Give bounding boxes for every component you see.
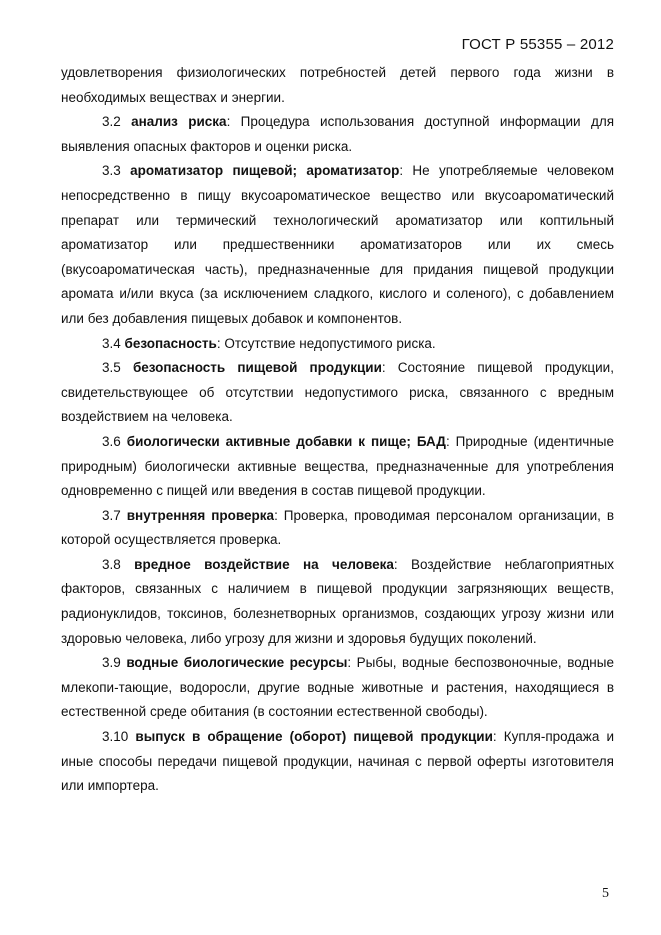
definitions-list (61, 110, 614, 799)
document-body (61, 61, 614, 799)
page-number: 5 (602, 886, 609, 901)
definition-text: : Отсутствие недопустимого риска. (216, 335, 436, 351)
clause-number: 3.4 (102, 335, 121, 351)
definition-paragraph (61, 504, 614, 553)
definition-text: : Процедура использования доступной информации для выявления опасных факторов и оценки риска. (61, 114, 615, 154)
clause-number: 3.2 (102, 114, 121, 130)
definition-text: : Проверка, проводимая персоналом организации, в которой осуществляется проверка. (61, 507, 614, 548)
clause-number: 3.3 (102, 163, 121, 179)
definition-paragraph (61, 553, 614, 651)
document-header: ГОСТ Р 55355 – 2012 (461, 36, 614, 53)
definition-text: : Состояние пищевой продукции, свидетельствующее об отсутствии недопустимого риска, связанного с вредным воздействием на человека. (61, 360, 614, 425)
defined-term: внутренняя проверка (126, 507, 275, 523)
defined-term: биологически активные добавки к пище; БАД (126, 433, 446, 449)
definition-text: : Купля-продажа и иные способы передачи пищевой продукции, начиная с первой оферты изготовителя или импортера. (61, 729, 614, 794)
definition-text: : Природные (идентичные природным) биологически активные вещества, предназначенные для употребления одновременно с пищей или введения в состав пищевой продукции. (61, 433, 614, 499)
clause-number: 3.10 (102, 729, 129, 745)
definition-text: : Воздействие неблагоприятных факторов, связанных с наличием в пищевой продукции загрязняющих веществ, радионуклидов, токсинов, болезнетворных организмов, создающих угрозу жизни или здоровью человека, либо угрозу для жизни и здоровья будущих поколений. (61, 556, 614, 646)
definition-paragraph (61, 356, 614, 430)
definition-paragraph (61, 430, 614, 504)
defined-term: вредное воздействие на человека (134, 556, 394, 572)
definition-text: : Не употребляемые человеком непосредственно в пищу вкусоароматическое вещество или вкусоароматический препарат или термический технологический ароматизатор или коптильный ароматизатор или предшественники ароматизаторов или их смесь (вкусоароматическая часть), предназначенные для придания пищевой продукции аромата и/или вкуса (за исключением сладкого, кислого и соленого), с добавлением или без добавления пищевых добавок и компонентов. (61, 163, 614, 326)
clause-number: 3.6 (102, 433, 121, 449)
defined-term: ароматизатор пищевой; ароматизатор (130, 163, 400, 179)
defined-term: анализ риска (131, 114, 227, 130)
definition-paragraph (61, 651, 614, 725)
clause-number: 3.8 (102, 556, 121, 572)
defined-term: водные биологические ресурсы (126, 655, 348, 671)
definition-paragraph (61, 159, 614, 331)
definition-paragraph (61, 725, 614, 799)
definition-paragraph (61, 332, 614, 357)
clause-number: 3.5 (102, 360, 121, 376)
continuation-paragraph: удовлетворения физиологических потребностей детей первого года жизни в необходимых веществах и энергии. (61, 65, 614, 105)
clause-number: 3.7 (102, 507, 121, 523)
defined-term: выпуск в обращение (оборот) пищевой продукции (135, 729, 493, 745)
defined-term: безопасность пищевой продукции (132, 360, 382, 376)
clause-number: 3.9 (102, 655, 121, 671)
defined-term: безопасность (124, 335, 217, 351)
definition-paragraph (61, 110, 614, 159)
definition-text: : Рыбы, водные беспозвоночные, водные млекопи-тающие, водоросли, другие водные животные и растения, находящиеся в естественной среде обитания (в состоянии естественной свободы). (61, 655, 614, 720)
